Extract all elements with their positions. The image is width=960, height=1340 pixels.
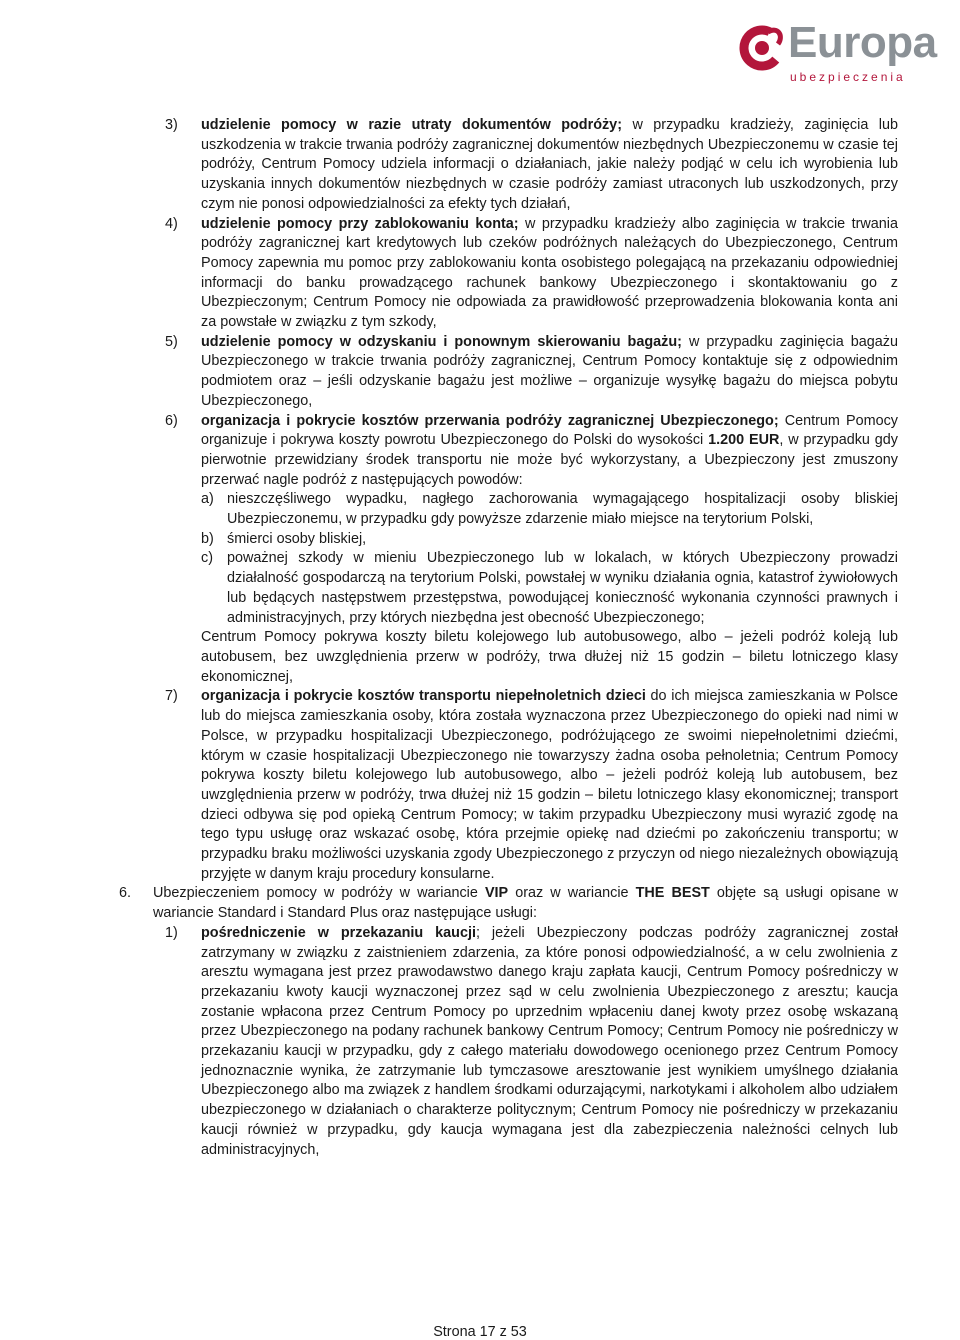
- item-text-continued: , w przypadku gdy pierwotnie przewidziany środek transportu nie może być wykorzystany, a Ubezpieczony jest zmuszony przerwać nagle podróż z następujących powodów:: [201, 432, 899, 488]
- list-item-6: [165, 412, 899, 491]
- list-item-3: [165, 116, 898, 215]
- item-heading: udzielenie pomocy w odzyskaniu i ponownym skierowaniu bagażu;: [201, 333, 682, 350]
- item-heading: pośredniczenie w przekazaniu kaucji: [201, 924, 476, 941]
- europa-logo: [738, 18, 950, 84]
- item-number: 7): [165, 688, 178, 705]
- list-item-5: [165, 333, 898, 412]
- item-text: w przypadku zaginięcia bagażu Ubezpieczonego w trakcie trwania podróży zagranicznej, Centrum Pomocy kontaktuje się z odpowiednim podmiotem oraz – jeśli odzyskanie bagażu jest możliwe – organizuje wysyłkę bagażu do miejsca pobytu Ubezpieczonego,: [201, 333, 898, 409]
- sub-item-text: poważnej szkody w mieniu Ubezpieczonego lub w lokalach, w których Ubezpieczony prowadzi działalność gospodarczą na terytorium Polski, powstałej w wyniku działania ognia, katastrof żywiołowych lub będących następstwem przestępstwa, powodującej konieczność wykonania czynności prawnych i administracyjnych, przy których niezbędna jest obecność Ubezpieczonego;: [227, 550, 898, 626]
- logo-mark-icon: [738, 24, 786, 72]
- item-number: 4): [165, 215, 178, 232]
- list-item-4: [165, 215, 898, 333]
- sub-item-b: [201, 530, 898, 550]
- item-text: w przypadku kradzieży, zaginięcia lub uszkodzenia w trakcie trwania podróży zagranicznej dokumentów niezbędnych Ubezpieczonemu w czasie tej podróży, Centrum Pomocy udziela informacji o działaniach, jakie należy podjąć w celu ich wyrobienia lub uzyskania innych dokumentów niezbędnych w czasie podróży zamiast utraconych lub uszkodzonych, przy czym nie ponosi odpowiedzialności za efekty tych działań,: [201, 117, 898, 212]
- item-heading: organizacja i pokrycie kosztów transportu niepełnoletnich dzieci: [201, 688, 646, 705]
- logo-subtitle: ubezpieczenia: [790, 70, 906, 84]
- item-text: ; jeżeli Ubezpieczony podczas podróży zagranicznej został zatrzymany w związku z zaistnieniem zdarzenia, za które ponosi odpowiedzialność, a w celu zwolnienia z aresztu wymagana jest przez prawodawstwo danego kraju zapłata kaucji, Centrum Pomocy pośredniczy w przekazaniu kwoty kaucji wyznaczonej przez sąd w celu zwolnienia Ubezpieczonego z aresztu; kaucja zostanie wpłacona przez Centrum Pomocy po uprzednim wpłaceniu danej kwoty przez osobę wskazaną przez Ubezpieczonego na podany rachunek bankowy Centrum Pomocy; Centrum Pomocy nie pośredniczy w przekazaniu kaucji w przypadku, gdy z całego materiału dowodowego ocenionego przez Centrum Pomocy jednoznacznie wynika, że zatrzymanie lub tymczasowe aresztowanie jest wynikiem umyślnego działania Ubezpieczonego albo ma związek z handlem środkami odurzającymi, narkotykami i alkoholem albo udziałem ubezpieczonego w działaniach o charakterze politycznym; Centrum Pomocy nie pośredniczy w przekazaniu kaucji również w przypadku, gdy kaucja wymagana jest dla zabezpieczenia należności celnych lub administracyjnych,: [201, 924, 898, 1158]
- sub-item-c: [201, 549, 898, 628]
- item-heading: udzielenie pomocy przy zablokowaniu konta;: [201, 215, 519, 232]
- item-heading: udzielenie pomocy w razie utraty dokumentów podróży;: [201, 117, 622, 133]
- section-6: [119, 884, 898, 923]
- item-number: 3): [165, 117, 178, 133]
- list-item-7: [165, 687, 899, 884]
- item-text: w przypadku kradzieży albo zaginięcia w trakcie trwania podróży zagranicznej kart kredytowych lub czeków podróżnych należących do Ubezpieczonego, Centrum Pomocy zapewnia mu pomoc przy zablokowaniu konta osobistego polegającą na przekazaniu odpowiedniej informacji do banku prowadzącego rachunek bankowy Ubezpieczonego i skontaktowaniu go z Ubezpieczonym; Centrum Pomocy nie odpowiada za prawidłowość przeprowadzenia blokowania konta ani za powstałe w związku z tym szkody,: [201, 215, 898, 331]
- sub-item-letter: c): [201, 550, 213, 567]
- sub-item-letter: a): [201, 491, 214, 508]
- variant-vip: VIP: [484, 885, 509, 902]
- sub-item-text: nieszczęśliwego wypadku, nagłego zachorowania wymagającego hospitalizacji osoby bliskiej Ubezpieczonemu, w przypadku gdy powyższe zdarzenie miało miejsce na terytorium Polski,: [227, 491, 898, 528]
- document-body: [0, 116, 960, 1160]
- variant-the-best: THE BEST: [635, 885, 710, 902]
- section-number: 6.: [119, 885, 132, 902]
- section-text: Ubezpieczeniem pomocy w podróży w wariancie: [153, 885, 485, 902]
- sub-item-a: [201, 490, 898, 529]
- item-6-continuation: Centrum Pomocy pokrywa koszty biletu kolejowego lub autobusowego, albo – jeżeli podróż koleją lub autobusem, bez uwzględnienia przerw w podróży, trwa dłużej niż 15 godzin – biletu lotniczego klasy ekonomicznej,: [201, 629, 898, 685]
- item-text: do ich miejsca zamieszkania w Polsce lub do miejsca zamieszkania osoby, która została wyznaczona przez Ubezpieczonego do opieki nad nimi w Polsce, w przypadku hospitalizacji Ubezpieczonego, podróżującego ze swoimi niepełnoletnimi dziećmi, którym w czasie hospitalizacji Ubezpieczonego nie towarzyszy żadna osoba pełnoletnia; Centrum Pomocy pokrywa koszty biletu kolejowego lub autobusowego, albo – jeżeli podróż koleją lub autobusem, bez uwzględnienia przerw w podróży, trwa dłużej niż 15 godzin – biletu lotniczego klasy ekonomicznej; transport dzieci odbywa się pod opieką Centrum Pomocy; w takim przypadku Ubezpieczony musi wyrazić zgodę na tego typu usługę oraz wskazać osobę, która przejmie opiekę nad dziećmi po zakończeniu transportu; w przypadku braku możliwości uzyskania zgody Ubezpieczonego z przyczyn od niego niezależnych obowiązują przyjęte w danym kraju procedury konsularne.: [201, 688, 899, 882]
- page-footer: Strona 17 z 53: [433, 1324, 527, 1340]
- item-text: Centrum Pomocy organizuje i pokrywa koszty powrotu Ubezpieczonego do Polski do wysokości: [201, 412, 898, 449]
- item-number: 6): [165, 412, 178, 429]
- item-number: 5): [165, 333, 178, 350]
- sub-item-text: śmierci osoby bliskiej,: [227, 530, 367, 547]
- amount: 1.200 EUR: [708, 432, 780, 449]
- item-heading: organizacja i pokrycie kosztów przerwania podróży zagranicznej Ubezpieczonego;: [201, 412, 779, 429]
- list-item-1: [165, 924, 898, 1160]
- section-text: oraz w wariancie: [508, 885, 636, 902]
- sub-item-letter: b): [201, 530, 214, 547]
- logo-brand: Europa: [788, 18, 937, 67]
- section-text: objęte są usługi opisane w wariancie Standard i Standard Plus oraz następujące usługi:: [153, 885, 898, 922]
- item-number: 1): [165, 924, 178, 941]
